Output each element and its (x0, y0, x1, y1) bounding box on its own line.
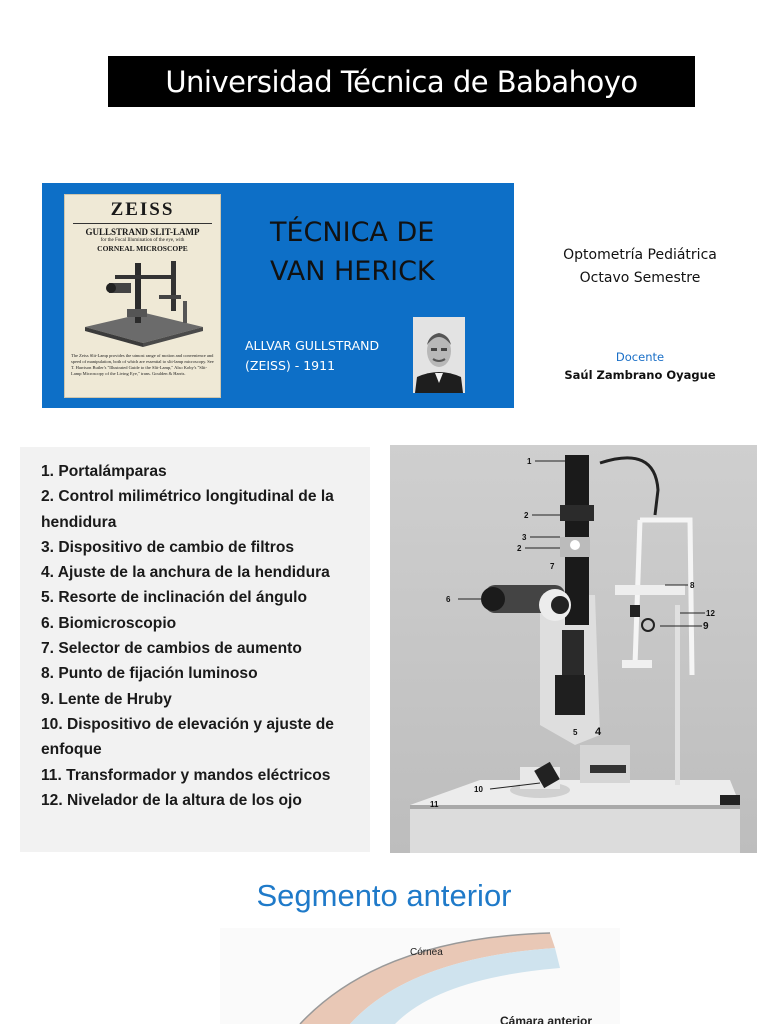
ad-description: The Zeiss Slit-Lamp provides the utmost range of motion and convenience and speed of manipulation, both of which are essential to slit-lamp microscopy. See T. Harrison Butler's "Illustrated Guide to the Slit-Lamp," Also Koby's "Slit-Lamp Microscopy of the Living Eye," trans. Goulden & Harris. (71, 353, 214, 376)
course-info (540, 244, 740, 290)
zeiss-advertisement-image (64, 194, 221, 398)
photo-label: 4 (595, 726, 602, 738)
list-item: 4. Ajuste de la anchura de la hendidura (41, 564, 330, 582)
photo-label: 7 (550, 562, 555, 571)
course-semester: Octavo Semestre (579, 270, 701, 286)
university-title: Universidad Técnica de Babahoyo (165, 64, 638, 99)
photo-label: 9 (703, 621, 709, 632)
list-item: 8. Punto de fijación luminoso (41, 665, 258, 683)
photo-label: 1 (527, 457, 532, 466)
technique-title-line1: TÉCNICA DE (270, 217, 435, 248)
author-caption (245, 336, 405, 376)
label-cornea: Córnea (410, 947, 443, 958)
list-item: 2. Control milimétrico longitudinal de la hendidura (41, 488, 334, 531)
slit-lamp-photo (390, 445, 757, 853)
photo-label: 6 (446, 595, 451, 604)
ad-brand: ZEISS (110, 199, 175, 220)
photo-label: 8 (690, 581, 695, 590)
ad-line2: for the Focal Illumination of the eye, with (100, 238, 185, 243)
docente-label: Docente (615, 350, 665, 364)
page-header (108, 56, 695, 107)
author-year: (ZEISS) - 1911 (245, 358, 336, 373)
ad-line3: CORNEAL MICROSCOPE (97, 244, 188, 253)
list-item: 1. Portalámparas (41, 463, 167, 480)
photo-label: 2 (517, 544, 522, 553)
technique-title-line2: VAN HERICK (270, 256, 435, 287)
author-name: ALLVAR GULLSTRAND (245, 338, 380, 353)
list-item: 7. Selector de cambios de aumento (41, 640, 302, 658)
photo-label: 12 (706, 609, 715, 618)
list-item: 5. Resorte de inclinación del ángulo (41, 589, 308, 607)
list-item: 12. Nivelador de la altura de los ojo (41, 791, 302, 809)
segment-title: Segmento anterior (256, 878, 512, 913)
photo-label: 2 (524, 511, 529, 520)
docente-name: Saúl Zambrano Oyague (564, 368, 716, 382)
list-item: 6. Biomicroscopio (41, 614, 177, 632)
photo-label: 11 (430, 800, 439, 809)
photo-label: 5 (573, 728, 578, 737)
photo-label: 10 (474, 785, 483, 794)
photo-label: 3 (522, 533, 527, 542)
slit-lamp-drawing (75, 255, 211, 351)
parts-list-panel (20, 447, 370, 852)
list-item: 3. Dispositivo de cambio de filtros (41, 538, 295, 556)
gullstrand-portrait-image (413, 317, 465, 393)
ad-line1: GULLSTRAND SLIT-LAMP (85, 227, 200, 237)
list-item: 11. Transformador y mandos eléctricos (41, 766, 331, 784)
list-item: 10. Dispositivo de elevación y ajuste de enfoque (41, 715, 334, 759)
parts-list (41, 459, 366, 813)
list-item: 9. Lente de Hruby (41, 690, 172, 708)
anterior-segment-diagram (180, 928, 640, 1024)
course-name: Optometría Pediátrica (563, 247, 717, 263)
label-camara-anterior: Cámara anterior (500, 1014, 593, 1024)
technique-title (270, 213, 470, 291)
